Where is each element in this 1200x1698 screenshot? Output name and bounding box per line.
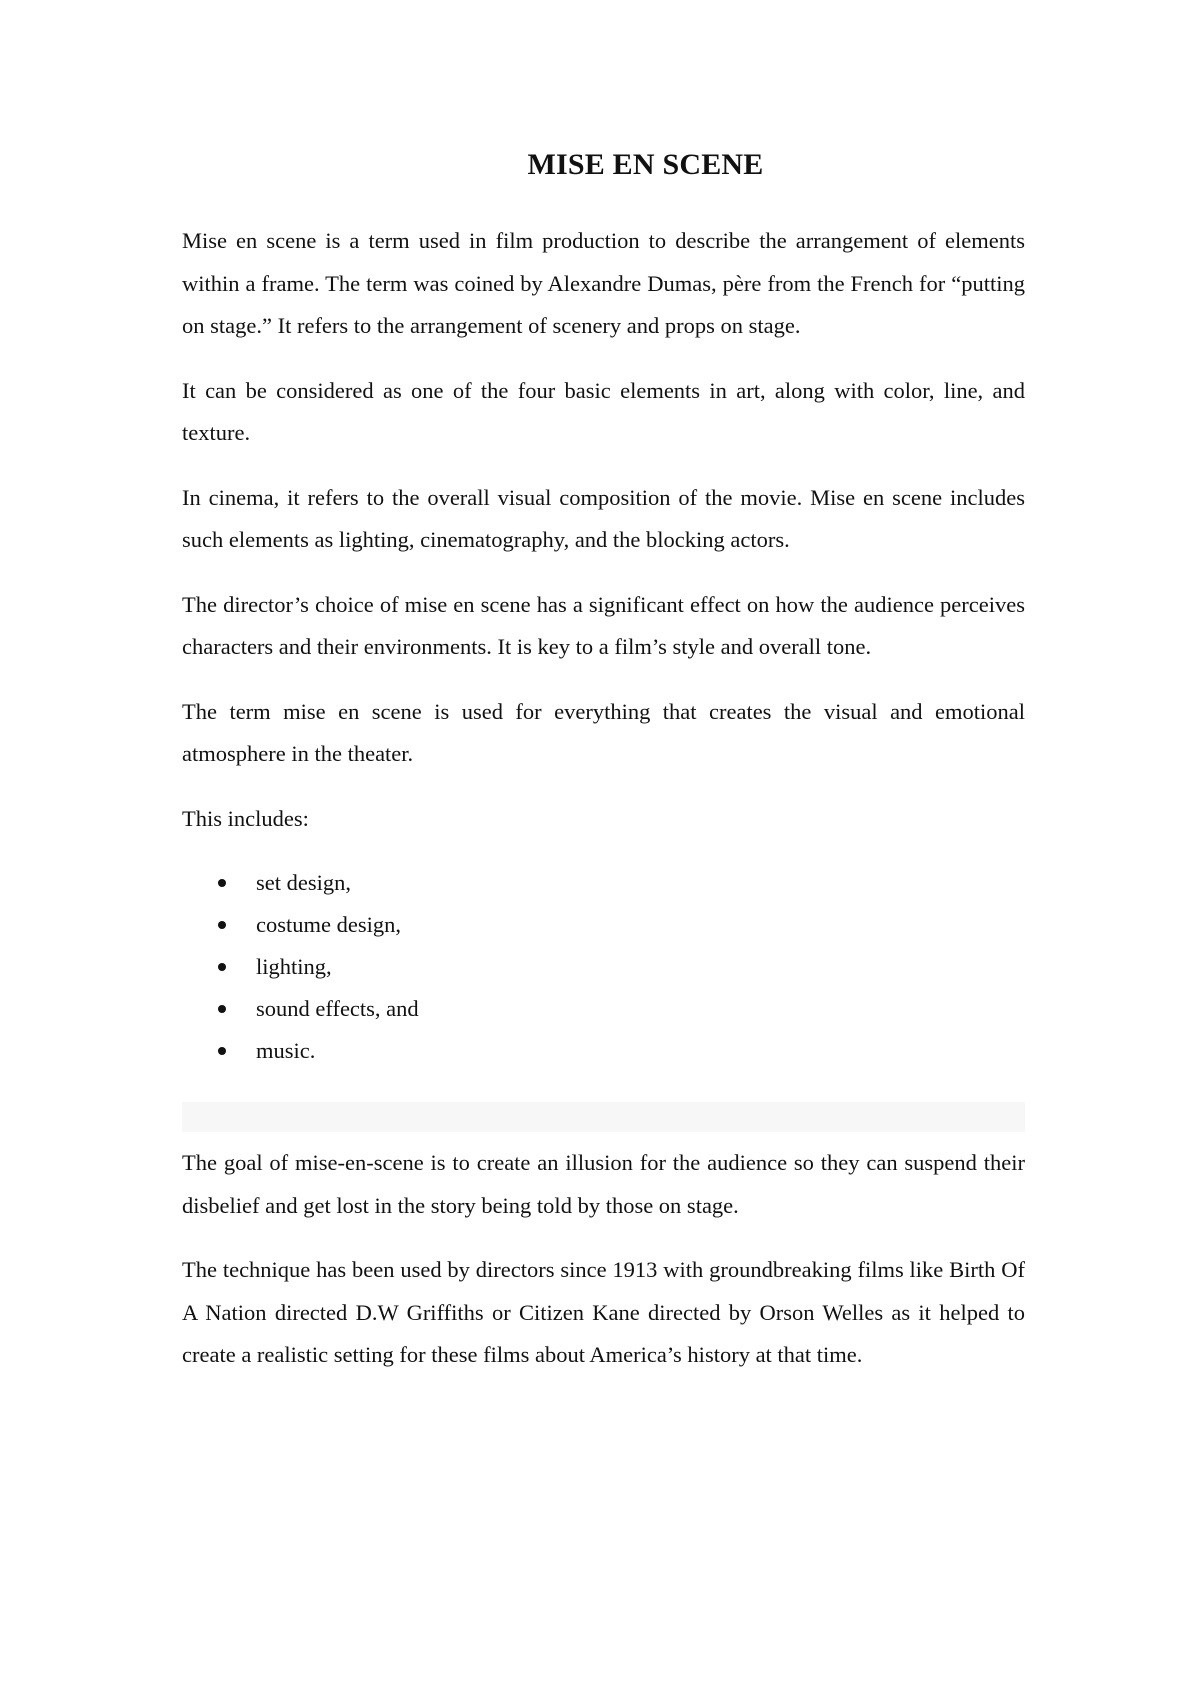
paragraph-basic-elements: It can be considered as one of the four basic elements in art, along with color, line, and texture. [182, 377, 1025, 445]
section-divider [182, 1102, 1025, 1132]
list-item-text: costume design, [256, 912, 401, 937]
elements-bullet-list [182, 862, 1025, 1072]
paragraph-director-choice: The director’s choice of mise en scene has a significant effect on how the audience perceives characters and their environments. It is key to a film’s style and overall tone. [182, 591, 1025, 659]
list-item [182, 988, 1025, 1030]
paragraph-history: The technique has been used by directors since 1913 with groundbreaking films like Birth Of A Nation directed D.W Griffiths or Citizen Kane directed by Orson Welles as it helped to create a realistic setting for these films about America’s history at that time. [182, 1257, 1025, 1367]
paragraph-goal: The goal of mise-en-scene is to create an illusion for the audience so they can suspend their disbelief and get lost in the story being told by those on stage. [182, 1150, 1025, 1218]
list-item [182, 946, 1025, 988]
bullet-icon [218, 963, 226, 971]
document-body [182, 146, 1025, 1399]
bullet-icon [218, 1047, 226, 1055]
bullet-icon [218, 921, 226, 929]
bullet-icon [218, 1005, 226, 1013]
list-item [182, 862, 1025, 904]
list-item-text: sound effects, and [256, 996, 419, 1021]
paragraph-cinema: In cinema, it refers to the overall visual composition of the movie. Mise en scene includes such elements as lighting, cinematography, and the blocking actors. [182, 484, 1025, 552]
document-title: MISE EN SCENE [527, 148, 764, 181]
list-item-text: lighting, [256, 954, 332, 979]
list-item [182, 904, 1025, 946]
bullet-icon [218, 879, 226, 887]
list-item-text: music. [256, 1038, 316, 1063]
list-item-text: set design, [256, 870, 351, 895]
list-item [182, 1030, 1025, 1072]
paragraph-definition: Mise en scene is a term used in film production to describe the arrangement of elements within a frame. The term was coined by Alexandre Dumas, père from the French for “putting on stage.” It refers to the arrangement of scenery and props on stage. [182, 228, 1025, 338]
paragraph-atmosphere: The term mise en scene is used for everything that creates the visual and emotional atmosphere in the theater. [182, 698, 1025, 766]
paragraph-list-intro: This includes: [182, 805, 309, 831]
